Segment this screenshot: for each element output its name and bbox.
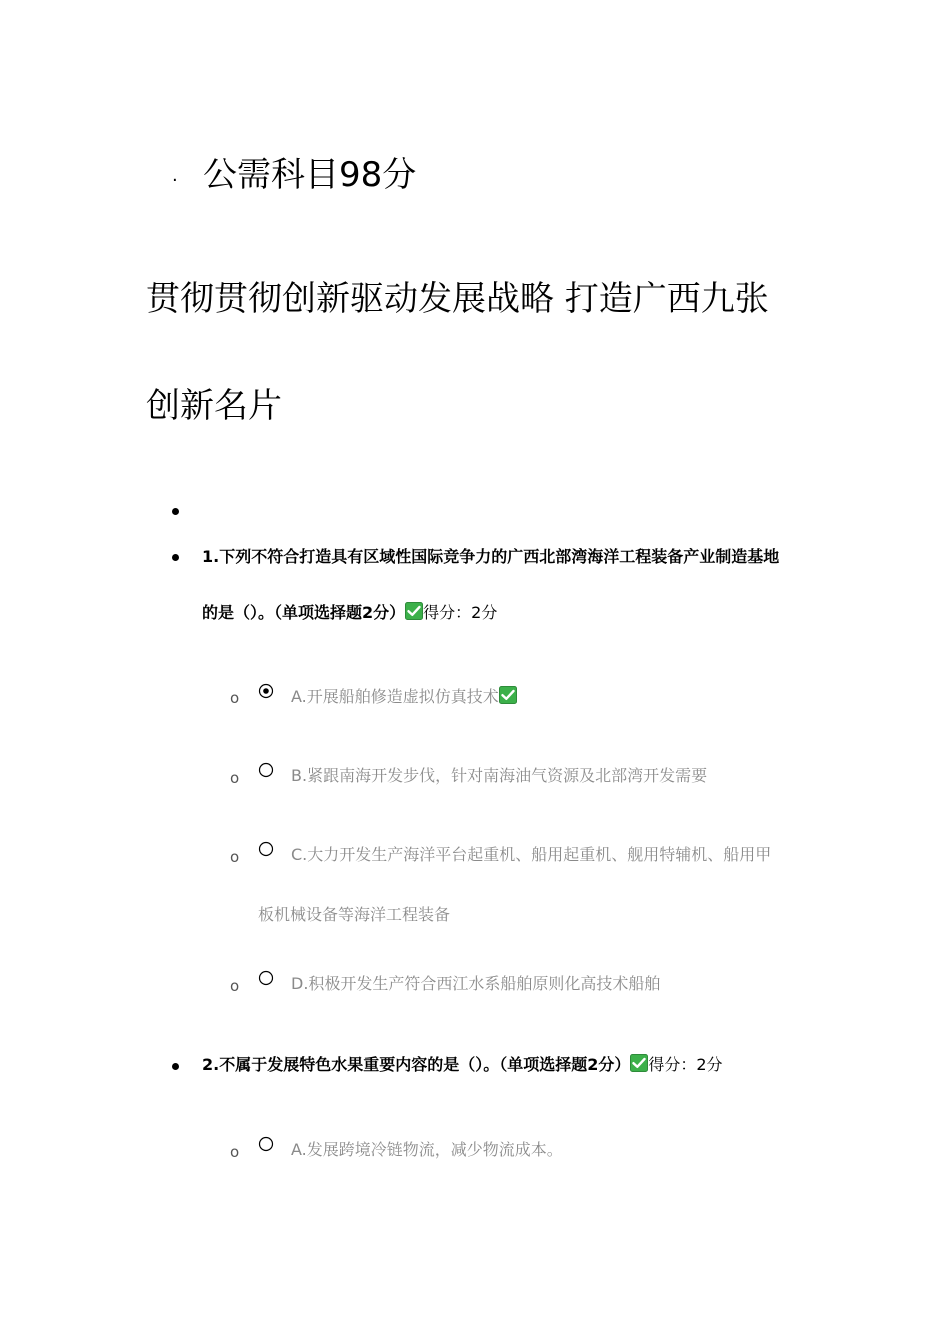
option-marker: o [230,977,240,995]
radio-selected-icon[interactable] [258,683,274,699]
header-bullet: · [172,170,178,191]
radio-empty-icon[interactable] [258,841,274,857]
option-marker: o [230,689,240,707]
radio-empty-icon[interactable] [258,1136,274,1152]
question-1-option-b[interactable]: B.紧跟南海开发步伐，针对南海油气资源及北部湾开发需要 [291,766,708,785]
question-1-option-d[interactable]: D.积极开发生产符合西江水系船舶原则化高技术船舶 [291,974,661,993]
check-icon [499,686,517,704]
empty-bullet [172,508,179,515]
question-1-text-line-1: 1.下列不符合打造具有区域性国际竞争力的广西北部湾海洋工程装备产业制造基地 [202,547,780,566]
score-title: 公需科目98分 [203,155,417,195]
question-2-text-line-1 [202,1054,723,1076]
question-2-text: 2.不属于发展特色水果重要内容的是（）。（单项选择题2分） [202,1055,631,1074]
check-icon [630,1054,648,1072]
question-bullet [172,1063,179,1070]
option-a-label: A.开展船舶修造虚拟仿真技术 [291,687,499,706]
radio-empty-icon[interactable] [258,762,274,778]
document-title-line-1: 贯彻贯彻创新驱动发展战略 打造广西九张 [146,279,769,319]
question-1-option-c-line-2[interactable]: 板机械设备等海洋工程装备 [258,905,451,924]
option-marker: o [230,769,240,787]
option-marker: o [230,1143,240,1161]
radio-empty-icon[interactable] [258,970,274,986]
option-marker: o [230,848,240,866]
question-bullet [172,554,179,561]
question-1-score: 得分：2分 [423,603,498,622]
question-1-option-c-line-1[interactable]: C.大力开发生产海洋平台起重机、船用起重机、舰用特辅机、船用甲 [291,845,772,864]
question-1-text: 的是（）。（单项选择题2分） [202,603,406,622]
document-title-line-2: 创新名片 [146,386,282,426]
question-1-option-a[interactable] [291,686,517,708]
question-2-option-a[interactable]: A.发展跨境冷链物流，减少物流成本。 [291,1140,563,1159]
question-1-text-line-2 [202,602,497,624]
question-2-score: 得分：2分 [648,1055,723,1074]
check-icon [405,602,423,620]
